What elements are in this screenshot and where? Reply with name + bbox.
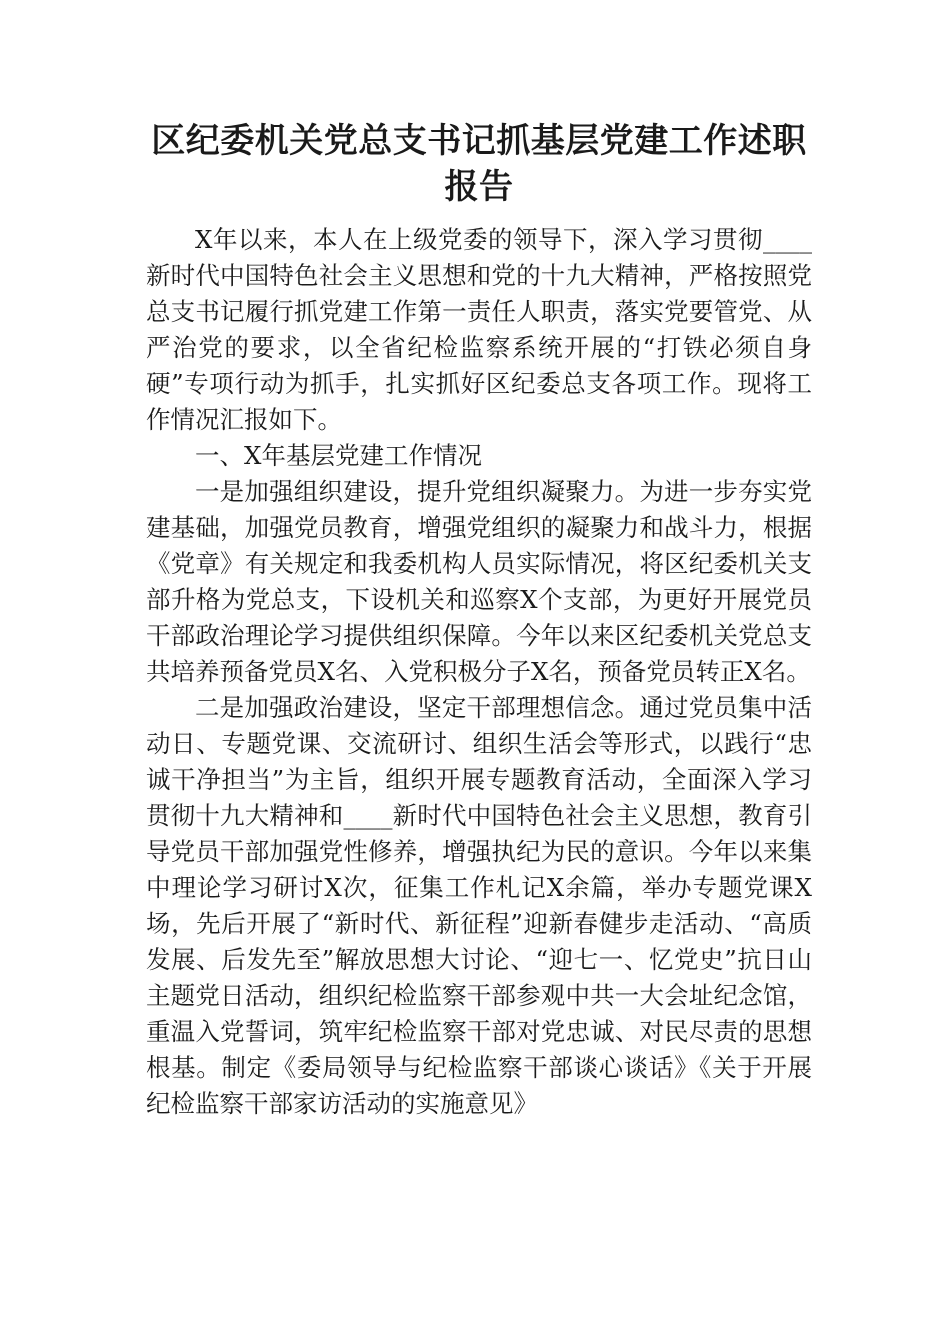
document-page [146,118,812,1122]
document-body [146,222,812,1122]
section-heading: 一、X年基层党建工作情况 [195,441,482,470]
political-paragraph: 二是加强政治建设，坚定干部理想信念。通过党员集中活动日、专题党课、交流研讨、组织生活会等形式，以践行“忠诚干净担当”为主旨，组织开展专题教育活动，全面深入学习贯彻十九大精神和____新时代中国特色社会主义思想，教育引导党员干部加强党性修养，增强执纪为民的意识。今年以来集中理论学习研讨X次，征集工作札记X余篇，举办专题党课X场，先后开展了“新时代、新征程”迎新春健步走活动、“高质发展、后发先至”解放思想大讨论、“迎七一、忆党史”抗日山主题党日活动，组织纪检监察干部参观中共一大会址纪念馆，重温入党誓词，筑牢纪检监察干部对党忠诚、对民尽责的思想根基。制定《委局领导与纪检监察干部谈心谈话》《关于开展纪检监察干部家访活动的实施意见》 [146,693,812,1118]
document-title: 区纪委机关党总支书记抓基层党建工作述职报告 [151,121,807,207]
organization-paragraph: 一是加强组织建设，提升党组织凝聚力。为进一步夯实党建基础，加强党员教育，增强党组织的凝聚力和战斗力，根据《党章》有关规定和我委机构人员实际情况，将区纪委机关支部升格为党总支，下设机关和巡察X个支部，为更好开展党员干部政治理论学习提供组织保障。今年以来区纪委机关党总支共培养预备党员X名、入党积极分子X名，预备党员转正X名。 [146,477,812,686]
intro-paragraph: X年以来，本人在上级党委的领导下，深入学习贯彻____新时代中国特色社会主义思想和党的十九大精神，严格按照党总支书记履行抓党建工作第一责任人职责，落实党要管党、从严治党的要求，以全省纪检监察系统开展的“打铁必须自身硬”专项行动为抓手，扎实抓好区纪委总支各项工作。现将工作情况汇报如下。 [146,225,812,434]
